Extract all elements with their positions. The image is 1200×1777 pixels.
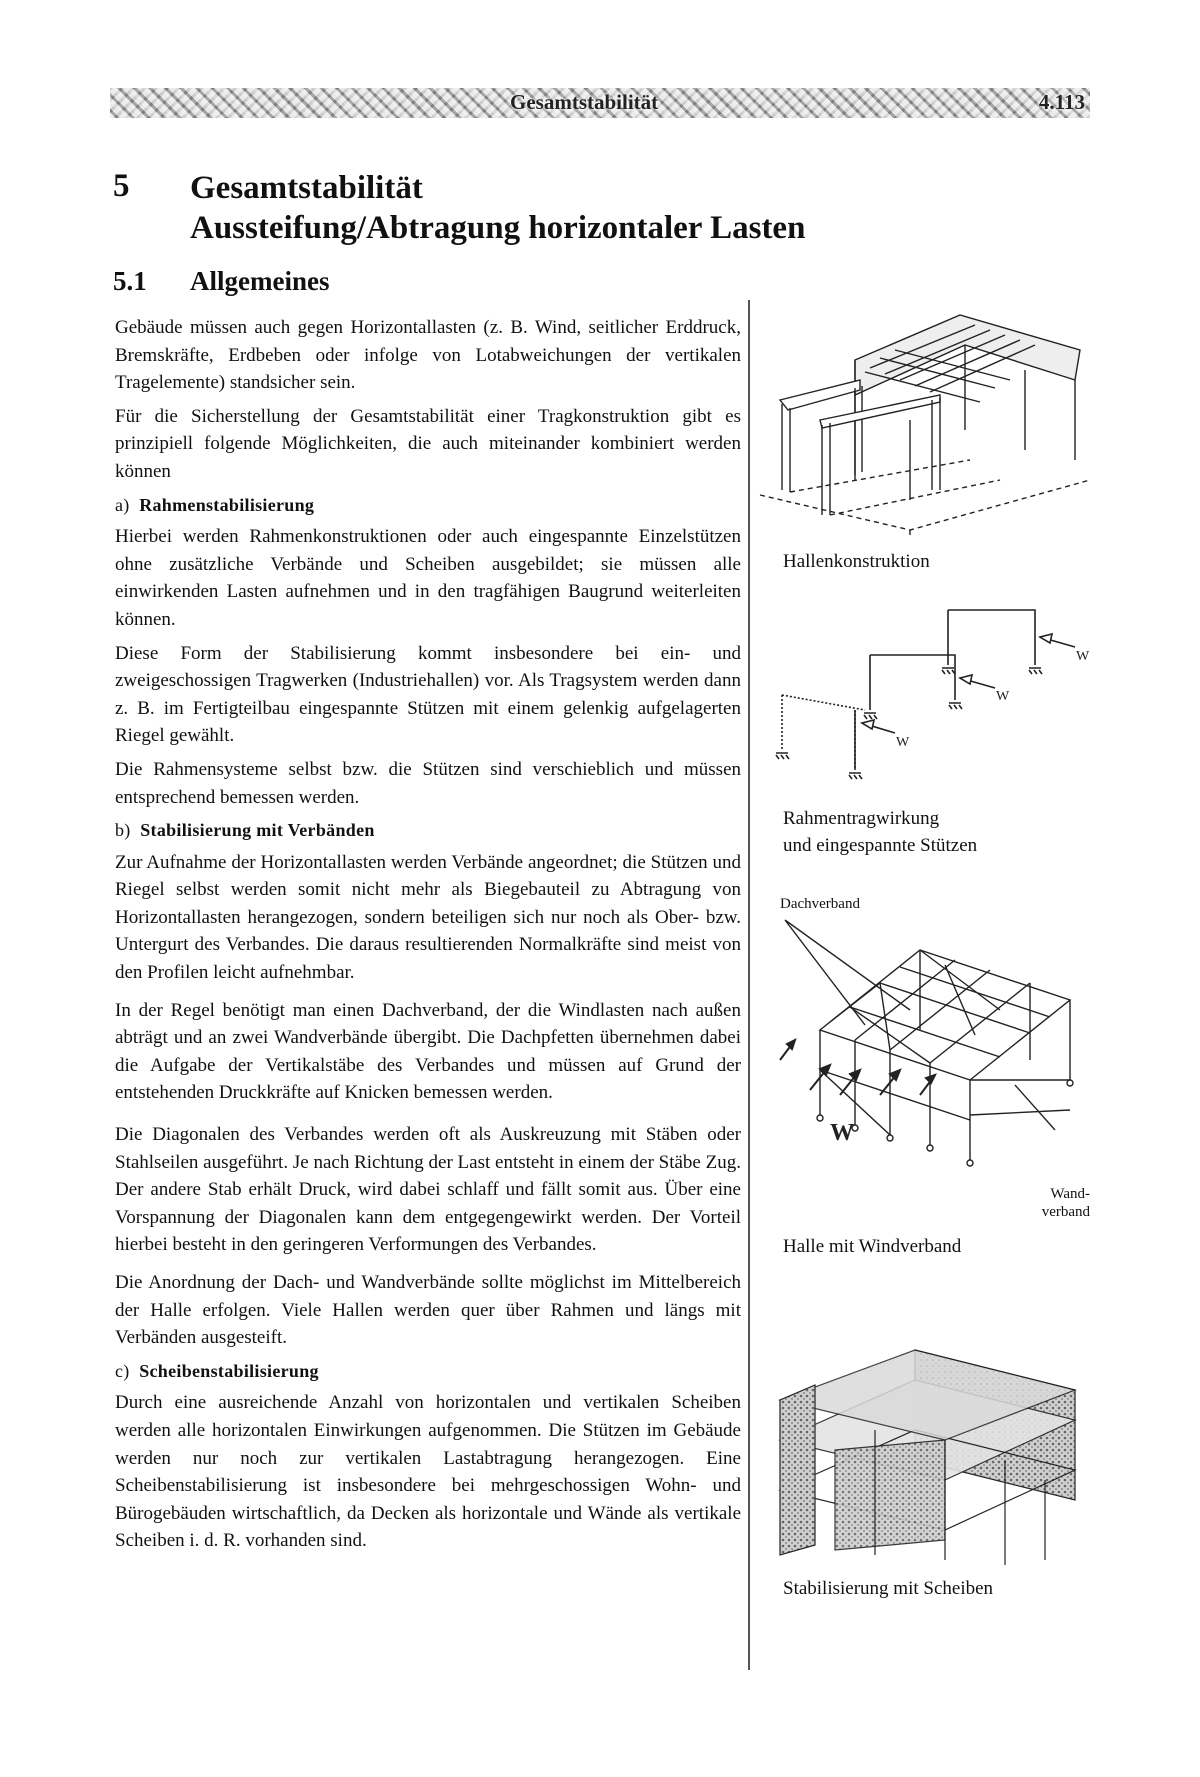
chapter-title bbox=[190, 168, 805, 248]
paragraph: Für die Sicherstellung der Gesamtstabilität einer Tragkonstruktion gibt es prinzipiell folgende Möglichkeiten, die auch miteinander kombiniert werden können bbox=[115, 405, 741, 482]
subheading-text: Scheibenstabilisierung bbox=[139, 1360, 319, 1381]
subheading-b bbox=[115, 817, 741, 845]
paragraph: Die Diagonalen des Verbandes werden oft als Auskreuzung mit Stäben oder Stahlseilen ausgeführt. Je nach Richtung der Last entsteht in einem der Stäbe Zug. Der andere Stab erhält Druck, wird dabei schlaff und fällt somit aus. Über eine Vorspannung der Diagonalen kann dem entgegengewirkt werden. Der Vorteil hierbei besteht in den geringeren Verformungen des Verbandes. bbox=[115, 1124, 741, 1256]
column-divider bbox=[748, 300, 750, 1670]
figure-frame-action bbox=[770, 600, 1090, 790]
subheading-text: Stabilisierung mit Verbänden bbox=[140, 820, 375, 841]
figure-shear-walls bbox=[775, 1340, 1090, 1565]
load-label: W bbox=[996, 689, 1010, 704]
paragraph: Die Rahmensysteme selbst bzw. die Stützen sind verschieblich und müssen entsprechend bemessen werden. bbox=[115, 758, 741, 808]
load-label: W bbox=[896, 735, 910, 750]
page-number: 4.113 bbox=[1038, 90, 1085, 114]
section-number: 5.1 bbox=[113, 266, 147, 296]
paragraph: Durch eine ausreichende Anzahl von horizontalen und vertikalen Scheiben werden alle horizontalen Einwirkungen aufgenommen. Die Stützen im Gebäude werden nur noch zur vertikalen Lastabtragung herangezogen. Eine Scheibenstabilisierung ist insbesondere bei mehrgeschossigen Wohn- und Bürogebäuden wirtschaftlich, da Decken als horizontale und Wände als vertikale Scheiben i. d. R. vorhanden sind. bbox=[115, 1392, 741, 1552]
paragraph: Die Anordnung der Dach- und Wandverbände sollte möglichst im Mittelbereich der Halle erfolgen. Viele Hallen werden quer über Rahmen und längs mit Verbänden ausgesteift. bbox=[115, 1272, 741, 1349]
subheading-label: b) bbox=[115, 820, 131, 841]
figure-caption-4: Stabilisierung mit Scheiben bbox=[783, 1578, 994, 1599]
label-roof-bracing: Dachverband bbox=[780, 896, 860, 912]
paragraph: Zur Aufnahme der Horizontallasten werden Verbände angeordnet; die Stützen und Riegel selbst werden somit nicht mehr als Biegebauteil zu Abtragung von Horizontallasten herangezogen, sondern beteiligen sich nur noch als Ober- bzw. Untergurt des Verbandes. Die daraus resultierenden Normalkräfte sind meist von den Profilen leicht aufnehmbar. bbox=[115, 851, 741, 984]
label-line: verband bbox=[1041, 1204, 1090, 1220]
chapter-title-line2: Aussteifung/Abtragung horizontaler Lasten bbox=[190, 210, 806, 246]
subheading-label: a) bbox=[115, 494, 130, 515]
figure-caption-1: Hallenkonstruktion bbox=[783, 551, 930, 572]
figure-caption-2 bbox=[783, 805, 977, 859]
figure-wind-bracing bbox=[770, 910, 1090, 1180]
label-line: Wand- bbox=[1050, 1186, 1090, 1202]
paragraph: In der Regel benötigt man einen Dachverband, der die Windlasten nach außen abträgt und an zwei Wandverbände übergibt. Die Dachpfetten übernehmen dabei die Aufgabe der Vertikalstäbe des Verbandes und müssen auf Grund der entstehenden Druckkräfte auf Knicken bemessen werden. bbox=[115, 999, 741, 1104]
caption-line: Rahmentragwirkung bbox=[783, 808, 940, 829]
section-title: Allgemeines bbox=[190, 266, 330, 296]
subheading-c bbox=[115, 1358, 741, 1386]
figure-caption-3: Halle mit Windverband bbox=[783, 1236, 962, 1257]
chapter-title-line1: Gesamtstabilität bbox=[190, 170, 423, 206]
text-block-intro bbox=[115, 314, 741, 1561]
subheading-label: c) bbox=[115, 1360, 130, 1381]
label-wall-bracing bbox=[1020, 1185, 1090, 1221]
caption-line: und eingespannte Stützen bbox=[783, 835, 978, 856]
paragraph: Gebäude müssen auch gegen Horizontallasten (z. B. Wind, seitlicher Erddruck, Bremskräfte, Erdbeben oder infolge von Lotabweichungen der vertikalen Tragelemente) standsicher sein. bbox=[115, 317, 741, 394]
subheading-text: Rahmenstabilisierung bbox=[139, 494, 315, 515]
paragraph: Hierbei werden Rahmenkonstruktionen oder auch eingespannte Einzelstützen ohne zusätzliche Verbände und Scheiben ausgebildet; sie müssen alle einwirkenden Lasten aufnehmen und in den tragfähigen Baugrund weiterleiten können. bbox=[115, 526, 741, 630]
subheading-a bbox=[115, 492, 741, 520]
load-label: W bbox=[830, 1120, 854, 1146]
load-label: W bbox=[1076, 649, 1090, 664]
running-header-title: Gesamtstabilität bbox=[510, 90, 659, 114]
chapter-number: 5 bbox=[113, 168, 130, 204]
figure-hall-construction bbox=[760, 300, 1090, 535]
paragraph: Diese Form der Stabilisierung kommt insbesondere bei ein- und zweigeschossigen Tragwerken (Industriehallen) vor. Als Tragsystem werden dann z. B. im Fertigteilbau eingespannte Stützen mit einem gelenkig aufgelagerten Riegel gewählt. bbox=[115, 642, 741, 747]
